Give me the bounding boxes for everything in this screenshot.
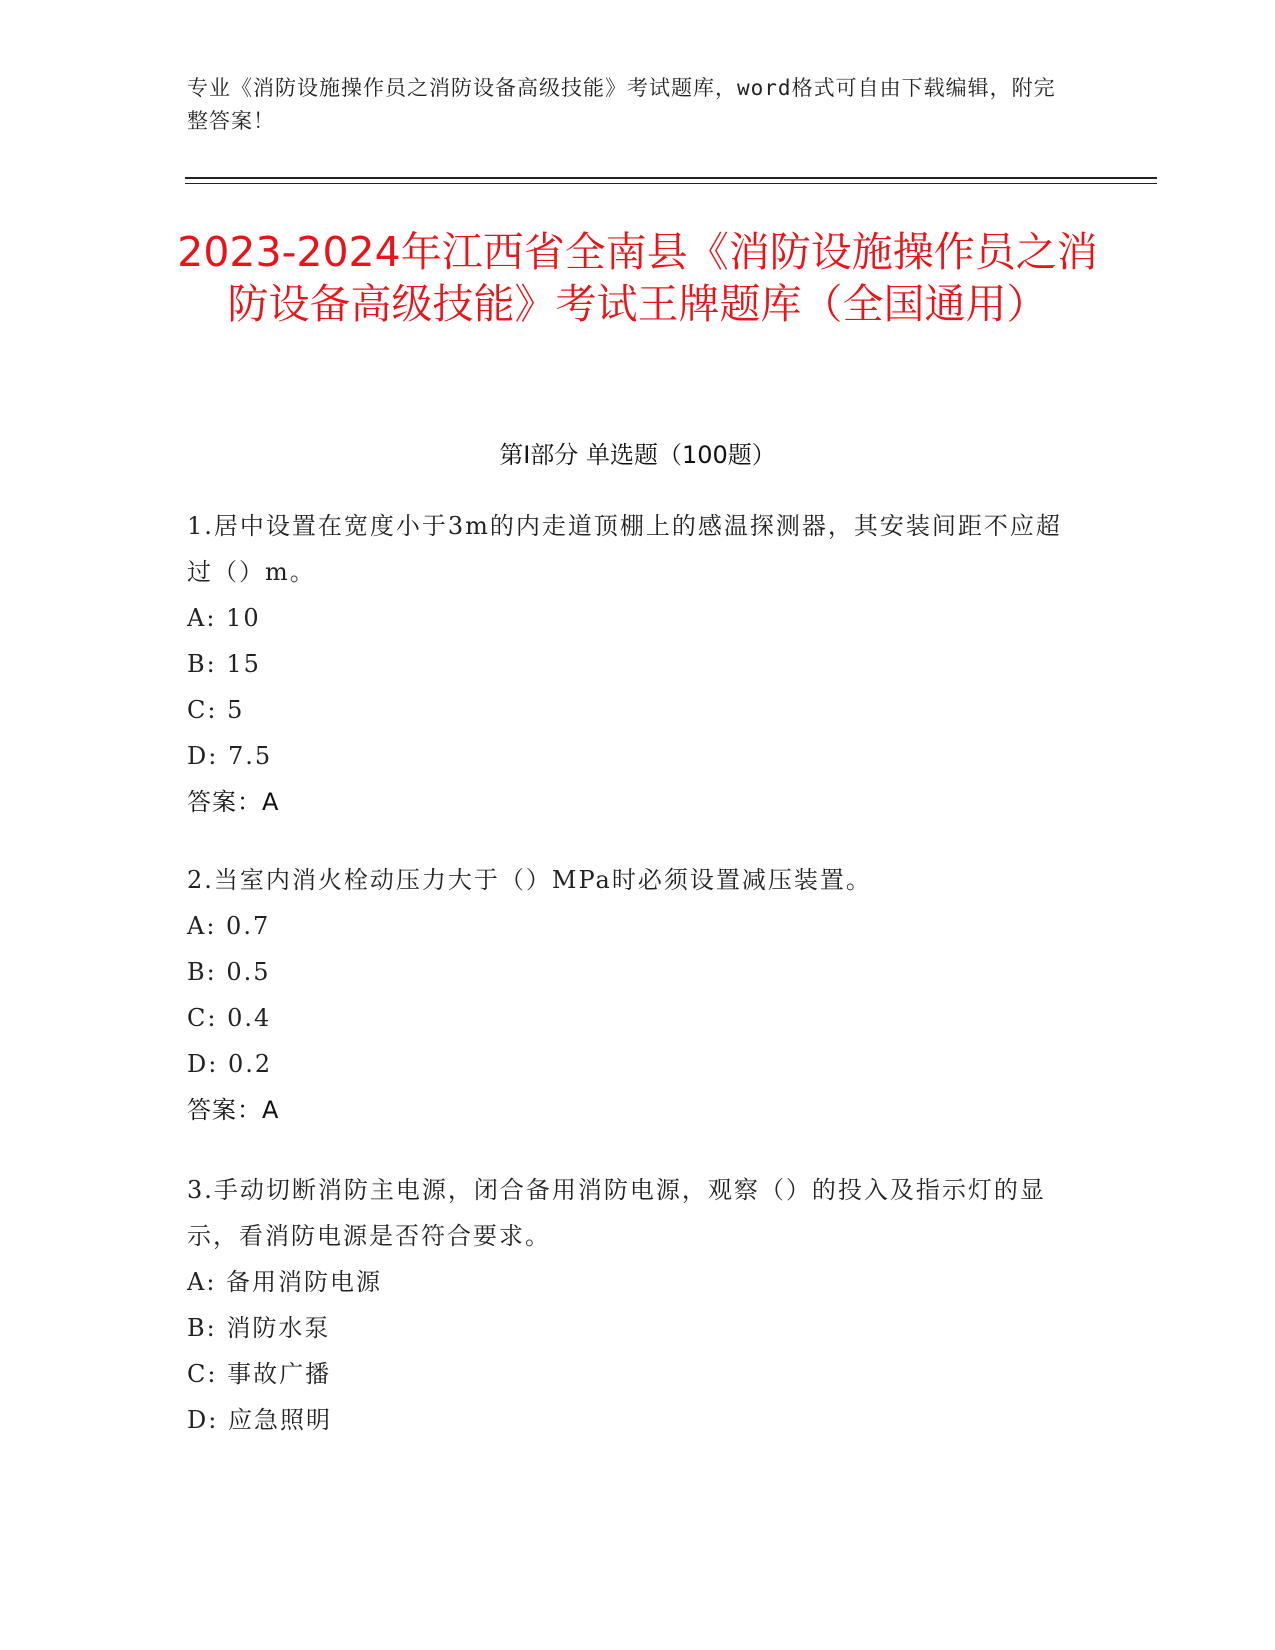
header-note: 专业《消防设施操作员之消防设备高级技能》考试题库，word格式可自由下载编辑，附完整答案！	[187, 76, 1056, 133]
header-divider-thick	[185, 177, 1157, 179]
document-title: 2023-2024年江西省全南县《消防设施操作员之消防设备高级技能》考试王牌题库（全国通用）	[177, 228, 1098, 328]
question-2	[187, 857, 1077, 1133]
answer: 答案：A	[187, 1096, 280, 1124]
question-text: 3.手动切断消防主电源，闭合备用消防电源，观察（）的投入及指示灯的显示，看消防电源是否符合要求。	[187, 1176, 1046, 1250]
option-a: A: 备用消防电源	[187, 1268, 383, 1296]
option-c: C: 5	[187, 696, 245, 724]
header-divider-thin	[185, 183, 1157, 184]
option-d: D: 7.5	[187, 742, 273, 770]
option-c: C: 0.4	[187, 1004, 272, 1032]
question-text: 1.居中设置在宽度小于3m的内走道顶棚上的感温探测器，其安装间距不应超过（）m。	[187, 512, 1062, 586]
option-b: B: 0.5	[187, 958, 271, 986]
option-d: D: 应急照明	[187, 1406, 332, 1434]
option-a: A: 10	[187, 604, 261, 632]
answer: 答案：A	[187, 788, 280, 816]
option-c: C: 事故广播	[187, 1360, 332, 1388]
option-a: A: 0.7	[187, 912, 271, 940]
option-b: B: 消防水泵	[187, 1314, 331, 1342]
question-1	[187, 503, 1077, 825]
question-text: 2.当室内消火栓动压力大于（）MPa时必须设置减压装置。	[187, 866, 872, 894]
option-d: D: 0.2	[187, 1050, 273, 1078]
option-b: B: 15	[187, 650, 261, 678]
section-heading: 第I部分 单选题（100题）	[499, 441, 776, 469]
question-3	[187, 1167, 1077, 1443]
